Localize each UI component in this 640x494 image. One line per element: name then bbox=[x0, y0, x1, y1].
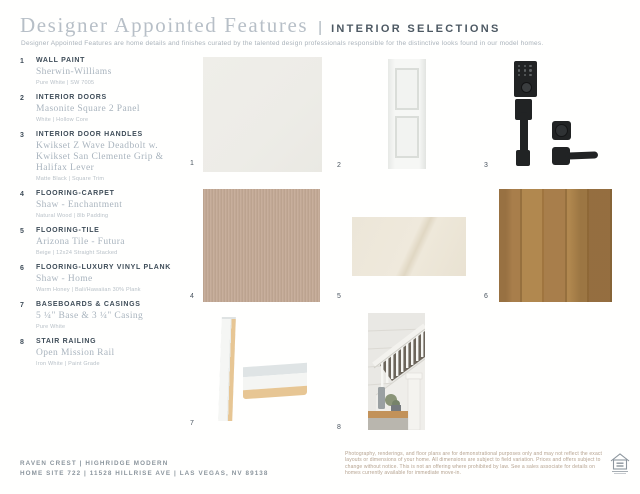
list-item-interior-doors bbox=[20, 94, 192, 123]
item-number: 5 bbox=[20, 228, 24, 235]
item-product: Shaw - Enchantment bbox=[36, 200, 123, 210]
vinyl-plank-swatch bbox=[499, 189, 612, 302]
swatch-number-8: 8 bbox=[337, 424, 341, 431]
item-number: 3 bbox=[20, 132, 24, 139]
list-item-stair-railing bbox=[20, 338, 192, 367]
item-category: INTERIOR DOORS bbox=[36, 94, 107, 101]
carpet-swatch bbox=[203, 189, 320, 302]
casing-piece bbox=[243, 363, 307, 400]
list-item-vinyl-plank bbox=[20, 264, 192, 293]
selections-list bbox=[20, 57, 192, 375]
item-category: STAIR RAILING bbox=[36, 338, 97, 345]
page-header bbox=[20, 13, 501, 38]
item-spec: Warm Honey | Bali/Hawaiian 30% Plank bbox=[36, 287, 141, 293]
item-spec: Pure White | SW 7005 bbox=[36, 80, 95, 86]
item-spec: Pure White bbox=[36, 324, 66, 330]
item-category: BASEBOARDS & CASINGS bbox=[36, 301, 141, 308]
item-number: 4 bbox=[20, 191, 24, 198]
swatch-number-2: 2 bbox=[337, 162, 341, 169]
item-product: Kwikset Z Wave Deadbolt w. Kwikset San Clemente Grip & Halifax Lever bbox=[36, 141, 164, 173]
item-number: 8 bbox=[20, 339, 24, 346]
interior-door-image bbox=[388, 59, 426, 169]
list-item-wall-paint bbox=[20, 57, 192, 86]
item-number: 2 bbox=[20, 95, 24, 102]
item-spec: Matte Black | Square Trim bbox=[36, 176, 105, 182]
door-panel-top bbox=[395, 68, 419, 110]
item-product: Sherwin-Williams bbox=[36, 67, 112, 77]
tile-swatch bbox=[352, 217, 466, 276]
swatch-number-1: 1 bbox=[190, 160, 194, 167]
swatch-number-5: 5 bbox=[337, 293, 341, 300]
list-item-flooring-tile bbox=[20, 227, 192, 256]
handleset-bottom-plate bbox=[516, 150, 530, 166]
door-panel-bottom bbox=[395, 116, 419, 158]
item-category: FLOORING-CARPET bbox=[36, 190, 115, 197]
page-description: Designer Appointed Features are home details and finishes curated by the talented design professionals responsible for the distinctive looks found in our model homes. bbox=[21, 40, 544, 47]
keypad-deadbolt-image bbox=[514, 61, 537, 97]
item-spec: Beige | 12x24 Straight Stacked bbox=[36, 250, 118, 256]
item-category: FLOORING-LUXURY VINYL PLANK bbox=[36, 264, 172, 271]
item-number: 6 bbox=[20, 265, 24, 272]
wall-paint-swatch bbox=[203, 57, 322, 172]
footer-project-info bbox=[20, 459, 269, 479]
list-item-door-handles bbox=[20, 131, 192, 182]
item-product: 5 ¼" Base & 3 ¼" Casing bbox=[36, 311, 144, 321]
community-line: RAVEN CREST | HIGHRIDGE MODERN bbox=[20, 460, 169, 467]
title-divider: | bbox=[318, 19, 323, 36]
list-item-baseboards bbox=[20, 301, 192, 330]
equal-housing-opportunity-icon bbox=[610, 452, 630, 475]
item-product: Open Mission Rail bbox=[36, 348, 115, 358]
footer-disclaimer: Photography, renderings, and floor plans are for demonstrational purposes only and may not reflect the exact layouts or dimensions of your home. All dimensions are subject to field variation. Prices and offers subject to change without notice. This is not an offering where prohibited by law. See a sales associate for details on homes currently available for immediate move-in. bbox=[345, 451, 603, 477]
item-spec: Natural Wood | 8lb Padding bbox=[36, 213, 109, 219]
deadbolt-rosette-image bbox=[552, 121, 571, 140]
item-category: FLOORING-TILE bbox=[36, 227, 100, 234]
item-spec: White | Hollow Core bbox=[36, 117, 89, 123]
item-number: 7 bbox=[20, 302, 24, 309]
thumbturn bbox=[555, 124, 568, 137]
item-category: INTERIOR DOOR HANDLES bbox=[36, 131, 143, 138]
swatch-number-3: 3 bbox=[484, 162, 488, 169]
lever-handle-image bbox=[565, 151, 598, 159]
address-line: HOME SITE 722 | 11528 HILLRISE AVE | LAS VEGAS, NV 89138 bbox=[20, 470, 269, 477]
keypad-cylinder bbox=[521, 82, 532, 93]
page-subtitle: INTERIOR SELECTIONS bbox=[331, 23, 501, 35]
keypad-buttons bbox=[518, 65, 533, 76]
item-category: WALL PAINT bbox=[36, 57, 86, 64]
item-product: Shaw - Home bbox=[36, 274, 93, 284]
baseboard-casing-image bbox=[205, 313, 320, 428]
item-spec: Iron White | Paint Grade bbox=[36, 361, 100, 367]
swatch-number-6: 6 bbox=[484, 293, 488, 300]
page-title: Designer Appointed Features bbox=[20, 13, 309, 37]
item-product: Arizona Tile - Futura bbox=[36, 237, 125, 247]
swatch-number-7: 7 bbox=[190, 420, 194, 427]
baseboard-piece bbox=[218, 319, 236, 421]
list-item-flooring-carpet bbox=[20, 190, 192, 219]
item-number: 1 bbox=[20, 58, 24, 65]
swatch-number-4: 4 bbox=[190, 293, 194, 300]
item-product: Masonite Square 2 Panel bbox=[36, 104, 140, 114]
stair-railing-photo bbox=[368, 313, 425, 430]
